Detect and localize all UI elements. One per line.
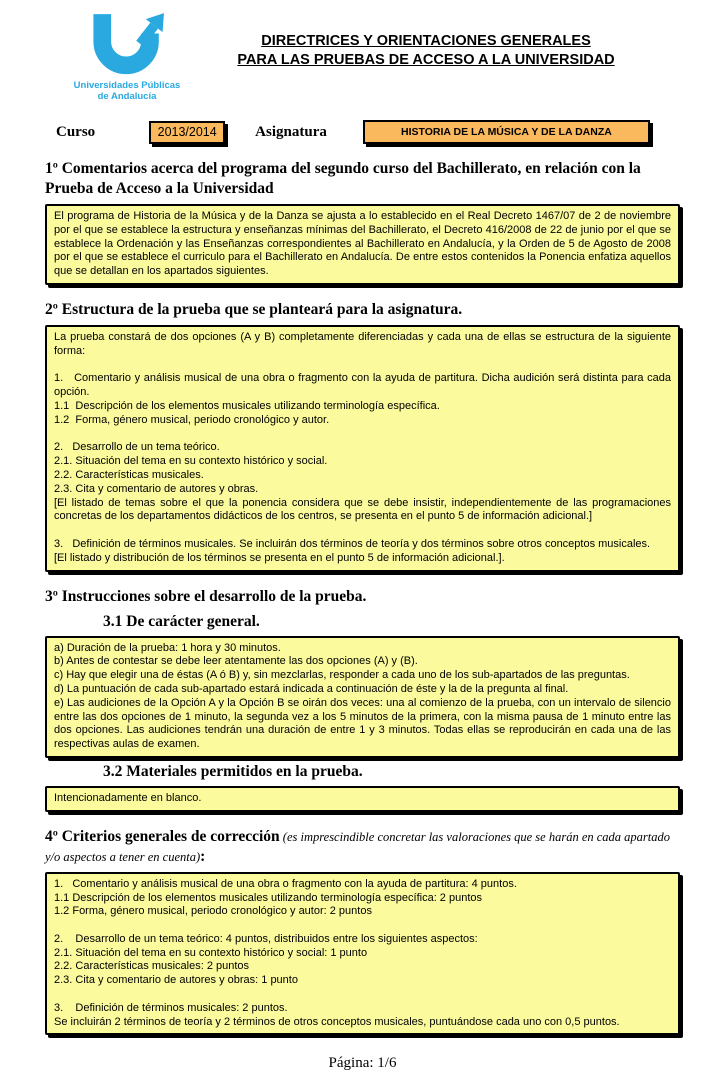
box-line: 3. Definición de términos musicales. Se incluirán dos términos de teoría y dos términos sobre otros conceptos musicales. [54, 537, 651, 550]
section4-box [45, 872, 680, 1036]
box-line: [El listado y distribución de los términos se presenta en el punto 5 de información adicional.]. [54, 551, 505, 564]
box-line: 2. Desarrollo de un tema teórico: 4 puntos, distribuidos entre los siguientes aspectos: [54, 932, 478, 945]
box-line [54, 919, 671, 933]
section4-heading-main: 4º Criterios generales de corrección [45, 827, 280, 845]
box-line [54, 524, 671, 538]
box-line: 1.1 Descripción de los elementos musicales utilizando terminología específica: 2 puntos [54, 891, 483, 904]
logo-caption-line2: de Andalucía [97, 91, 157, 102]
box-line: 2.1. Situación del tema en su contexto histórico y social: 1 punto [54, 946, 368, 959]
box-line: 1.1 Descripción de los elementos musicales utilizando terminología específica. [54, 399, 440, 412]
box-line: 1.2 Forma, género musical, periodo cronológico y autor. [54, 413, 330, 426]
section4-heading-note: (es imprescindible concretar las valoraciones que se harán en cada apartado y/o aspectos a tener en cuenta) [45, 829, 670, 864]
box-line: 1.2 Forma, género musical, periodo cronológico y autor: 2 puntos [54, 905, 372, 918]
asignatura-label: Asignatura [255, 123, 327, 140]
box-line: 2.2. Características musicales. [54, 468, 204, 481]
box-line: 1. Comentario y análisis musical de una obra o fragmento con la ayuda de partitura. Dicha audición será distinta para cada opción. [54, 372, 675, 399]
box-line: [El listado de temas sobre el que la ponencia considera que se debe insistir, independientemente de las programaciones concretas de los departamentos didácticos de los centros, se presenta en el punto 5 de información adicional.] [54, 496, 675, 523]
document-body [45, 159, 680, 1072]
page-number: Página: 1/6 [328, 1055, 397, 1072]
box-line: 1. Comentario y análisis musical de una obra o fragmento con la ayuda de partitura: 4 puntos. [54, 877, 517, 890]
course-subject-row [56, 120, 650, 144]
curso-value-box: 2013/2014 [149, 121, 225, 144]
section1-box [45, 204, 680, 285]
document-title [198, 12, 684, 102]
box-line: a) Duración de la prueba: 1 hora y 30 minutos. [54, 641, 281, 654]
asignatura-value-box: HISTORIA DE LA MÚSICA Y DE LA DANZA [363, 120, 650, 144]
upa-logo [56, 12, 198, 102]
box-line: La prueba constará de dos opciones (A y B) completamente diferenciadas y cada una de ellas se estructura de la siguiente forma: [54, 330, 675, 357]
box-line [54, 428, 671, 442]
box-line: e) Las audiciones de la Opción A y la Opción B se oirán dos veces: una al comienzo de la prueba, con un intervalo de silencio entre las dos opciones de 1 minuto, la segunda vez a los 5 minutos de la primera, con la misma pausa de 1 minuto entre las dos opciones. Las audiciones tendrán una duración de entre 1 y 3 minutos. Todas ellas se reproducirán en cada una de las respectivas aulas de examen. [54, 696, 675, 751]
section3-general-box [45, 636, 680, 758]
box-line: b) Antes de contestar se debe leer atentamente las dos opciones (A) y (B). [54, 655, 418, 668]
logo-caption [56, 80, 198, 102]
section2-heading: 2º Estructura de la prueba que se planteará para la asignatura. [45, 300, 463, 318]
box-line: 2.3. Cita y comentario de autores y obras: 1 punto [54, 974, 298, 987]
box-line: 3. Definición de términos musicales: 2 puntos. [54, 1001, 288, 1014]
section3-materials-box [45, 786, 680, 812]
section1-body-text: El programa de Historia de la Música y de la Danza se ajusta a lo establecido en el Real Decreto 1467/07 de 2 de noviembre por el que se establece la estructura y enseñanzas mínimas del Bachillerato, el Decreto 416/2008 de 22 de junio por el que se establece la Ordenación y las Enseñanzas correspondientes al Bachillerato en Andalucía, y la Orden de 5 de Agosto de 2008 por el que se establece el curriculo para el Bachillerato en Andalucía. De entre estos contenidos la Ponencia enfatiza aquellos que se detallan en los apartados siguientes. [54, 210, 675, 278]
box-line: 2.1. Situación del tema en su contexto histórico y social. [54, 455, 328, 468]
section3-sub1-heading: 3.1 De carácter general. [103, 612, 260, 630]
box-line [54, 359, 671, 373]
logo-caption-line1: Universidades Públicas [73, 80, 181, 91]
title-line1: DIRECTRICES Y ORIENTACIONES GENERALES [261, 33, 591, 49]
section2-box [45, 325, 680, 572]
upa-logo-icon [74, 12, 180, 78]
header [0, 0, 724, 102]
box-line: 2.3. Cita y comentario de autores y obras. [54, 482, 259, 495]
box-line: Se incluirán 2 términos de teoría y 2 términos de otros conceptos musicales, puntuándose cada uno con 0,5 puntos. [54, 1015, 620, 1028]
box-line [54, 988, 671, 1002]
section1-heading: 1º Comentarios acerca del programa del segundo curso del Bachillerato, en relación con la Prueba de Acceso a la Universidad [45, 160, 641, 197]
section3-sub2-heading: 3.2 Materiales permitidos en la prueba. [103, 762, 363, 780]
box-line: d) La puntuación de cada sub-apartado estará indicada a continuación de éste y la de la pregunta al final. [54, 682, 569, 695]
box-line: 2.2. Características musicales: 2 puntos [54, 960, 250, 973]
box-line: 2. Desarrollo de un tema teórico. [54, 441, 220, 454]
section3-heading: 3º Instrucciones sobre el desarrollo de la prueba. [45, 587, 367, 605]
box-line: c) Hay que elegir una de éstas (A ó B) y, sin mezclarlas, responder a cada uno de los sub-apartados de las preguntas. [54, 669, 630, 682]
section4-heading-colon: : [200, 847, 206, 865]
curso-label: Curso [56, 123, 96, 140]
section3-materials-text: Intencionadamente en blanco. [54, 791, 202, 804]
title-line2: PARA LAS PRUEBAS DE ACCESO A LA UNIVERSIDAD [237, 52, 615, 68]
section4-heading [45, 827, 680, 867]
